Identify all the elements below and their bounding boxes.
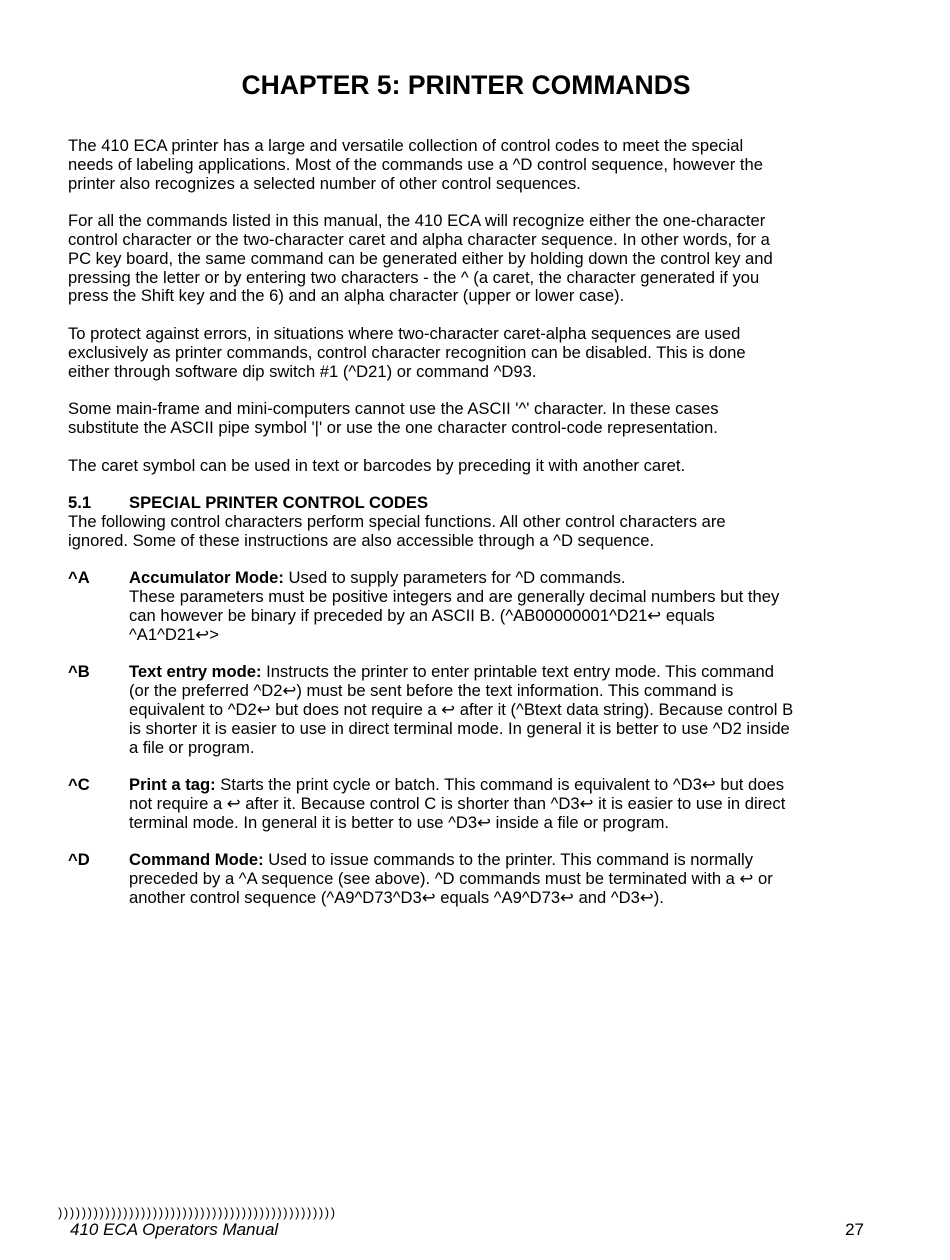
page-number: 27 <box>845 1220 864 1239</box>
footer-manual-title: 410 ECA Operators Manual <box>70 1220 279 1239</box>
footer-rule: ))))))))))))))))))))))))))))))))))))))))))))))) <box>58 1205 337 1220</box>
code-item-ctrl-c <box>68 776 883 832</box>
page-body <box>68 137 883 926</box>
code-description <box>129 663 883 757</box>
code-item-ctrl-a <box>68 569 883 644</box>
code-description <box>129 569 883 644</box>
code-item-ctrl-b <box>68 663 883 757</box>
code-description <box>129 776 883 832</box>
chapter-title: CHAPTER 5: PRINTER COMMANDS <box>241 70 691 100</box>
code-key: ^A <box>68 568 90 588</box>
code-text: Used to supply parameters for ^D commands. These parameters must be positive integers and are generally decimal numbers but they can however be binary if preceded by an ASCII B. (^AB00000001^D21↩ equals ^A1^D21↩> <box>129 568 780 644</box>
section-number: 5.1 <box>68 493 92 513</box>
section-title: SPECIAL PRINTER CONTROL CODES <box>129 493 429 513</box>
code-key: ^C <box>68 775 90 795</box>
section-intro: The following control characters perform special functions. All other control characters are ignored. Some of these instructions are also accessible through a ^D sequence. <box>68 511 726 550</box>
code-term: Print a tag: <box>129 775 216 795</box>
code-description <box>129 851 883 907</box>
caret-symbol-paragraph: The caret symbol can be used in text or barcodes by preceding it with another caret. <box>68 455 686 475</box>
intro-paragraph: The 410 ECA printer has a large and versatile collection of control codes to meet the special needs of labeling applications. Most of the commands use a ^D control sequence, however the printer also recognizes a selected number of other control sequences. <box>68 136 763 193</box>
ascii-pipe-paragraph: Some main-frame and mini-computers cannot use the ASCII '^' character. In these cases substitute the ASCII pipe symbol '|' or use the one character control-code representation. <box>68 399 719 437</box>
code-text: Instructs the printer to enter printable text entry mode. This command (or the preferred ^D2↩) must be sent before the text information. This command is equivalent to ^D2↩ but does not require a ↩ after it (^Btext data string). Because control B is shorter it is easier to use in direct terminal mode. In general it is better to use ^D2 inside a file or program. <box>129 662 794 757</box>
code-term: Text entry mode: <box>129 662 262 682</box>
code-item-ctrl-d <box>68 851 883 907</box>
code-key: ^D <box>68 850 90 870</box>
error-protection-paragraph: To protect against errors, in situations where two-character caret-alpha sequences are used exclusively as printer commands, control character recognition can be disabled. This is done either through software dip switch #1 (^D21) or command ^D93. <box>68 323 746 381</box>
command-recognition-paragraph: For all the commands listed in this manual, the 410 ECA will recognize either the one-character control character or the two-character caret and alpha character sequence. In other words, for a PC key board, the same command can be generated either by holding down the control key and pressing the letter or by entering two characters - the ^ (a caret, the character generated if you press the Shift key and the 6) and an alpha character (upper or lower case). <box>68 211 773 306</box>
section-heading <box>68 494 883 513</box>
code-key: ^B <box>68 662 90 682</box>
code-term: Accumulator Mode: <box>129 568 284 588</box>
code-text: Starts the print cycle or batch. This command is equivalent to ^D3↩ but does not require a ↩ after it. Because control C is shorter than ^D3↩ it is easier to use in direct terminal mode. In general it is better to use ^D3↩ inside a file or program. <box>129 775 786 832</box>
code-text: Used to issue commands to the printer. This command is normally preceded by a ^A sequence (see above). ^D commands must be terminated with a ↩ or another control sequence (^A9^D73^D3↩ equals ^A9^D73↩ and ^D3↩). <box>129 850 773 907</box>
code-term: Command Mode: <box>129 850 264 870</box>
